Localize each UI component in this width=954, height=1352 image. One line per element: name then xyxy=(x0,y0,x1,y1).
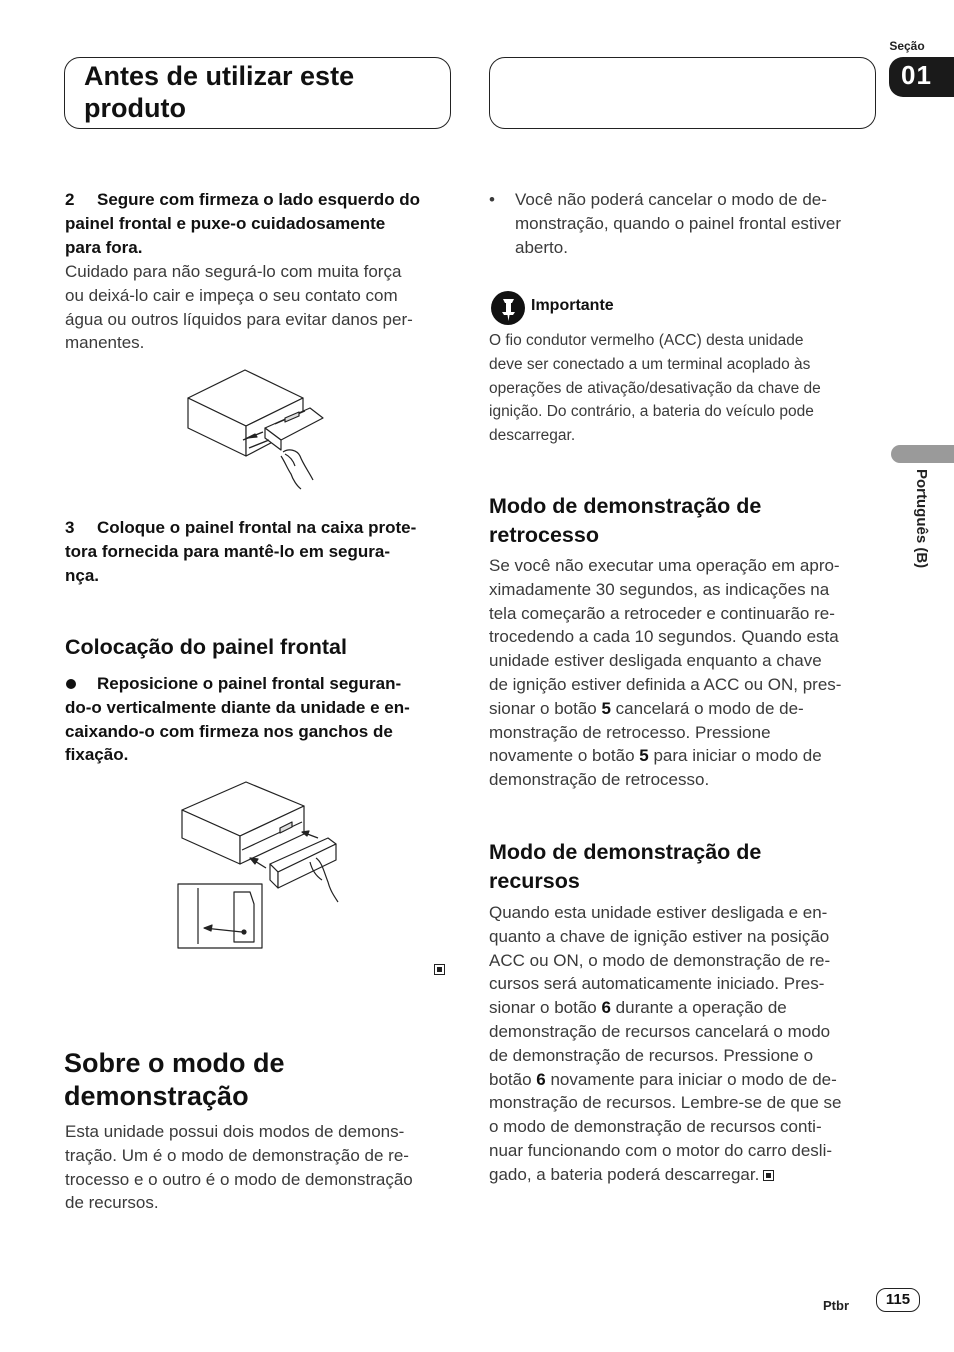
page-title-line1: Antes de utilizar este xyxy=(84,61,355,91)
colocacao-instruction: Reposicione o painel frontal seguran- do-o verticalmente diante da unidade e en- caixando-o com firmeza nos ganchos de fixação. xyxy=(65,674,410,765)
page-title-line2: produto xyxy=(84,93,186,123)
page-title xyxy=(84,60,354,124)
step-2-text: 2 Segure com firmeza o lado esquerdo do painel frontal e puxe-o cuidadosamente para fora. xyxy=(65,190,421,257)
footer-language: Ptbr xyxy=(823,1298,849,1313)
important-text: O fio condutor vermelho (ACC) desta unidade deve ser conectado a um terminal acoplado às operações de ativação/desativação da chave de ignição. Do contrário, a bateria do veículo pode descarregar. xyxy=(489,332,821,445)
section-number: 01 xyxy=(901,60,932,90)
important-label: Importante xyxy=(531,297,614,314)
page-number-box xyxy=(876,1288,920,1312)
step-3-number: 3 xyxy=(65,518,75,537)
page-number: 115 xyxy=(885,1291,911,1308)
language-tab xyxy=(891,445,954,463)
remove-panel-illustration xyxy=(185,368,335,490)
end-of-section-icon xyxy=(434,964,445,975)
section-label: Seção xyxy=(889,39,925,53)
retrocesso-heading: Modo de demonstração de retrocesso xyxy=(489,494,762,547)
demo-note: • Você não poderá cancelar o modo de de- monstração, quando o painel frontal estiver aberto. xyxy=(489,190,842,257)
retrocesso-paragraph: Se você não executar uma operação em apro- ximadamente 30 segundos, as indicações na tela começarão a retroceder e continuarão re- trocedendo a cada 10 segundos. Quando esta unidade estiver desligada enquanto a chave de ignição estiver definida a ACC ou ON, pres- sionar o botão 5 cancelará o modo de de- monstração de retrocesso. Pressione novamente o botão 5 para iniciar o modo de demonstração de retrocesso. xyxy=(489,556,842,790)
language-tab-label: Português (B) xyxy=(913,469,930,569)
recursos-paragraph: Quando esta unidade estiver desligada e en- quanto a chave de ignição estiver na posição ACC ou ON, o modo de demonstração de re- cursos será automaticamente iniciado. Pres- sionar o botão 6 durante a operação de demonstração de recursos cancelará o modo de demonstração de recursos. Pressione o botão 6 novamente para iniciar o modo de de- monstração de recursos. Lembre-se de que se o modo de demonstração de recursos conti- nuar funcionando com o motor do carro desli- gado, a bateria poderá descarregar. xyxy=(489,903,842,1184)
colocacao-heading: Colocação do painel frontal xyxy=(65,635,347,659)
sobre-heading: Sobre o modo de demonstração xyxy=(64,1048,285,1111)
sobre-paragraph: Esta unidade possui dois modos de demons- tração. Um é o modo de demonstração de re- trocesso e o outro é o modo de demonstração de recursos. xyxy=(65,1122,413,1213)
end-of-section-icon xyxy=(763,1170,774,1181)
step-2-number: 2 xyxy=(65,190,75,209)
recursos-heading: Modo de demonstração de recursos xyxy=(489,840,762,893)
important-icon xyxy=(490,290,526,326)
section-number-badge xyxy=(889,57,954,97)
empty-header-box xyxy=(489,57,876,129)
bullet-icon: • xyxy=(489,190,495,209)
step-3-text: 3 Coloque o painel frontal na caixa prote- tora fornecida para mantê-lo em segura- nça. xyxy=(65,518,417,585)
step-2-caution: Cuidado para não segurá-lo com muita força ou deixá-lo cair e impeça o seu contato com água ou outros líquidos para evitar danos per- manentes. xyxy=(65,262,413,353)
attach-panel-illustration xyxy=(176,780,340,950)
